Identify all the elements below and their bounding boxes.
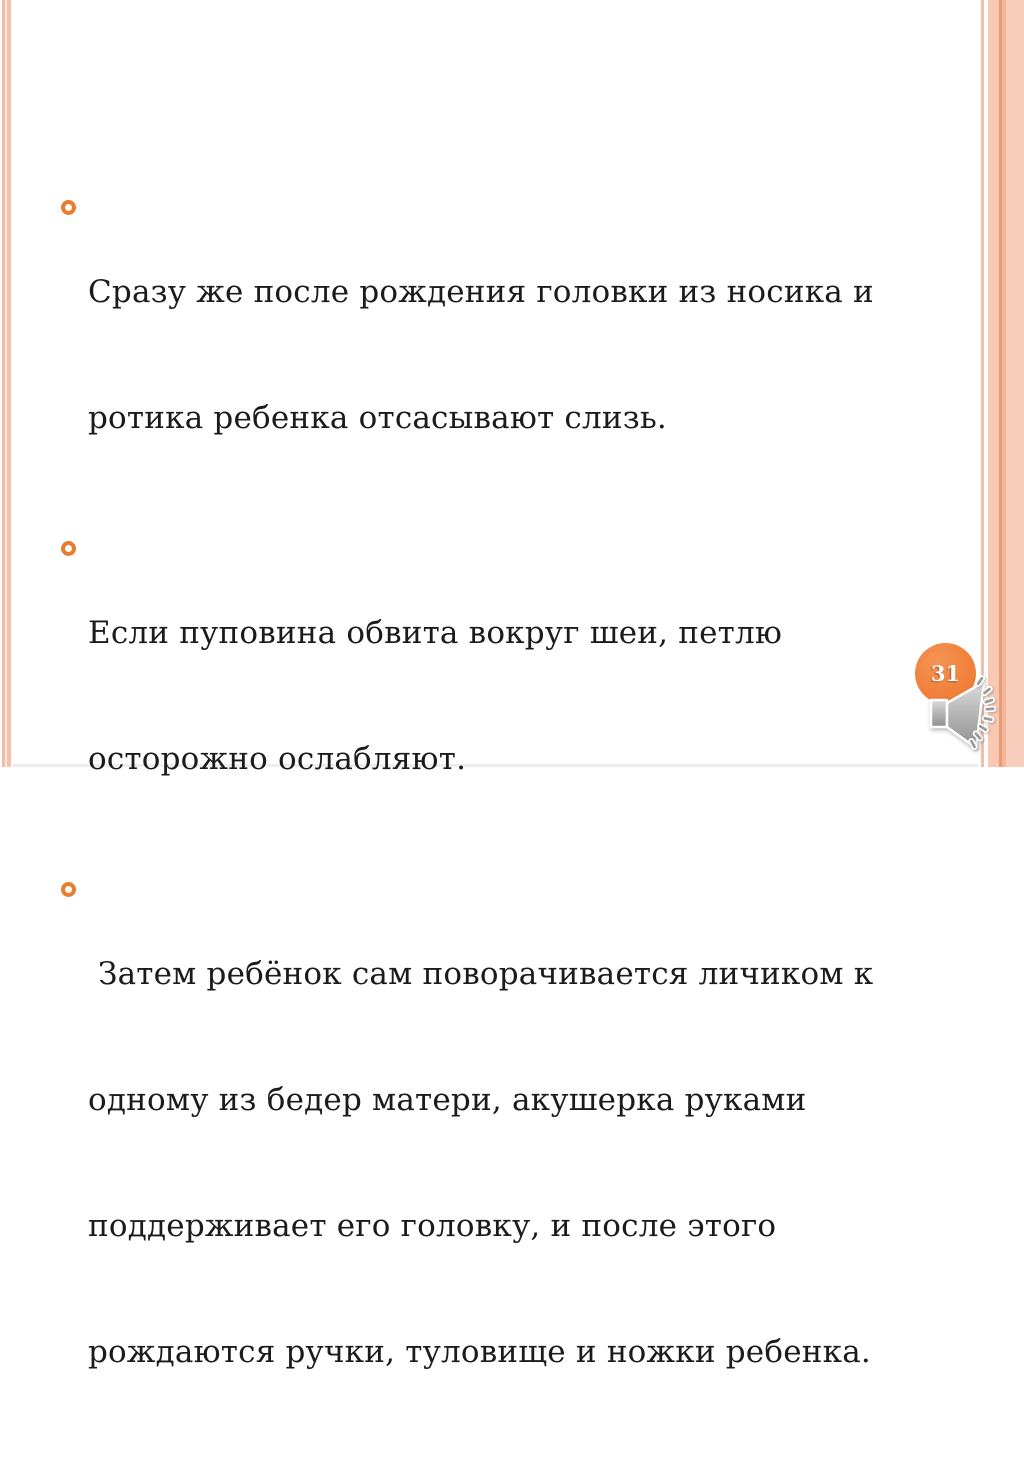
ring-bullet-icon (61, 200, 76, 215)
bullet-1-line-1: Сразу же после рождения головки из носика и (88, 274, 874, 310)
bullet-text-1 (88, 187, 874, 523)
bullet-item-2 (61, 528, 901, 864)
ring-bullet-icon (61, 882, 76, 897)
speaker-icon[interactable] (915, 658, 1020, 763)
bullet-2-line-1: Если пуповина обвита вокруг шеи, петлю (88, 615, 783, 651)
ring-bullet-icon (61, 541, 76, 556)
bullet-3-line-4: рождаются ручки, туловище и ножки ребенка. (88, 1334, 871, 1370)
bullet-item-1 (61, 187, 901, 523)
bullet-3-line-3: поддерживает его головку, и после этого (88, 1208, 777, 1244)
bullet-text-3 (88, 869, 873, 1457)
bullet-list (61, 187, 901, 1462)
bullet-3-line-2: одному из бедер матери, акушерка руками (88, 1082, 807, 1118)
bullet-3-line-1: Затем ребёнок сам поворачивается личиком к (88, 956, 874, 992)
bullet-1-line-2: ротика ребенка отсасывают слизь. (88, 400, 667, 436)
right-stripe-decoration (978, 0, 1024, 767)
bullet-item-3 (61, 869, 901, 1457)
bullet-text-2 (88, 528, 782, 864)
page-number: 31 (930, 661, 961, 686)
bullet-2-line-2: осторожно ослабляют. (88, 741, 467, 777)
left-stripe-decoration (0, 0, 12, 767)
